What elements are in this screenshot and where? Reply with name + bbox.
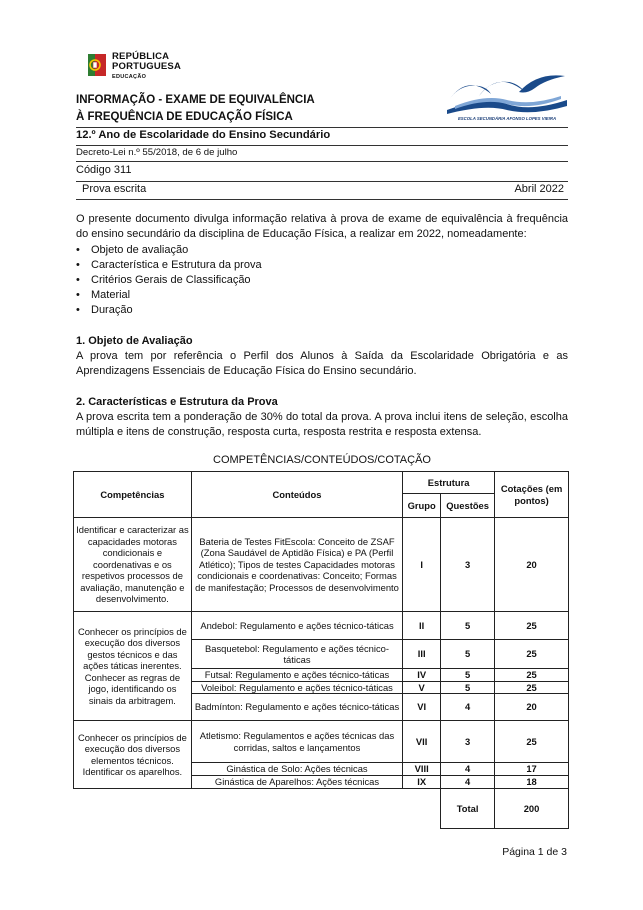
- questoes-cell: 5: [441, 669, 495, 682]
- list-item: • Característica e Estrutura da prova: [76, 258, 262, 273]
- total-row: [74, 789, 569, 829]
- conteudo-cell: Ginástica de Solo: Ações técnicas: [191, 763, 402, 776]
- competencia-cell: Identificar e caracterizar as capacidades motoras condicionais e coordenativas e os respetivos processos de avaliação, manutenção e desenvolvimento.: [74, 518, 192, 612]
- cotacao-cell: 18: [495, 776, 569, 789]
- cotacao-table: [73, 471, 569, 829]
- cotacao-cell: 17: [495, 763, 569, 776]
- divider: [76, 127, 568, 128]
- questoes-cell: 4: [441, 763, 495, 776]
- codigo: Código 311: [76, 164, 132, 176]
- questoes-cell: 4: [441, 694, 495, 721]
- divider: [76, 145, 568, 146]
- section1-text: A prova tem por referência o Perfil dos Alunos à Saída da Escolaridade Obrigatória e as Aprendizagens Essenciais de Educação Física do Ensino secundário.: [76, 350, 568, 377]
- prova-tipo: Prova escrita: [82, 183, 147, 195]
- grupo-cell: II: [403, 612, 441, 640]
- questoes-cell: 5: [441, 640, 495, 669]
- list-item: • Duração: [76, 303, 262, 318]
- header-grupo: Grupo: [403, 494, 441, 518]
- coat-of-arms-icon: [88, 54, 106, 76]
- prova-data: Abril 2022: [514, 183, 564, 195]
- header-questoes: Questões: [441, 494, 495, 518]
- grupo-cell: VII: [403, 721, 441, 763]
- bullet-list: [76, 243, 262, 318]
- header-cotacoes: Cotações (em pontos): [495, 472, 569, 518]
- table-row: [74, 612, 569, 640]
- cotacao-cell: 25: [495, 612, 569, 640]
- page-number: Página 1 de 3: [502, 846, 567, 858]
- cotacao-cell: 20: [495, 518, 569, 612]
- title-line1: INFORMAÇÃO - EXAME DE EQUIVALÊNCIA: [76, 94, 315, 106]
- header-estrutura: Estrutura: [403, 472, 495, 494]
- table-title: COMPETÊNCIAS/CONTEÚDOS/COTAÇÃO: [213, 454, 431, 466]
- school-logo: [445, 70, 569, 126]
- cotacao-cell: 25: [495, 669, 569, 682]
- cotacao-cell: 25: [495, 681, 569, 694]
- grupo-cell: III: [403, 640, 441, 669]
- table-row: [74, 721, 569, 763]
- conteudo-cell: Futsal: Regulamento e ações técnico-táticas: [191, 669, 402, 682]
- questoes-cell: 4: [441, 776, 495, 789]
- ano-escolaridade: 12.º Ano de Escolaridade do Ensino Secundário: [76, 129, 331, 141]
- questoes-cell: 5: [441, 612, 495, 640]
- list-item: • Critérios Gerais de Classificação: [76, 273, 262, 288]
- grupo-cell: IX: [403, 776, 441, 789]
- grupo-cell: I: [403, 518, 441, 612]
- conteudo-cell: Andebol: Regulamento e ações técnico-táticas: [191, 612, 402, 640]
- conteudo-cell: Bateria de Testes FitEscola: Conceito de ZSAF (Zona Saudável de Aptidão Física) e PA (Perfil Atlético); Tipos de testes Capacidades motoras condicionais e coordenativas: Conceito; Formas de manifestação; Processos de desenvolvimento: [191, 518, 402, 612]
- divider: [76, 161, 568, 162]
- title-line2: À FREQUÊNCIA DE EDUCAÇÃO FÍSICA: [76, 111, 293, 123]
- intro-paragraph: O presente documento divulga informação relativa à prova de exame de equivalência à frequência do ensino secundário da disciplina de Educação Física, a realizar em 2022, nomeadamente:: [76, 213, 568, 240]
- grupo-cell: VI: [403, 694, 441, 721]
- school-name: ESCOLA SECUNDÁRIA AFONSO LOPES VIEIRA: [457, 116, 557, 121]
- conteudo-cell: Badmínton: Regulamento e ações técnico-táticas: [191, 694, 402, 721]
- cotacao-cell: 25: [495, 640, 569, 669]
- section1-title: 1. Objeto de Avaliação: [76, 335, 193, 347]
- list-item: • Material: [76, 288, 262, 303]
- conteudo-cell: Ginástica de Aparelhos: Ações técnicas: [191, 776, 402, 789]
- prova-bar: [76, 181, 568, 200]
- section2-title: 2. Características e Estrutura da Prova: [76, 396, 278, 408]
- conteudo-cell: Voleibol: Regulamento e ações técnico-táticas: [191, 681, 402, 694]
- republica-portuguesa-logo: [88, 52, 198, 86]
- header-competencias: Competências: [74, 472, 192, 518]
- header-conteudos: Conteúdos: [191, 472, 402, 518]
- questoes-cell: 3: [441, 721, 495, 763]
- cotacao-cell: 20: [495, 694, 569, 721]
- total-label: Total: [441, 789, 495, 829]
- conteudo-cell: Basquetebol: Regulamento e ações técnico-táticas: [191, 640, 402, 669]
- document-title: [76, 92, 315, 126]
- grupo-cell: VIII: [403, 763, 441, 776]
- questoes-cell: 3: [441, 518, 495, 612]
- table-row: [74, 518, 569, 612]
- rp-line2: PORTUGUESA: [112, 61, 182, 72]
- section2-text: A prova escrita tem a ponderação de 30% do total da prova. A prova inclui itens de seleção, escolha múltipla e itens de construção, resposta curta, resposta restrita e resposta extensa.: [76, 411, 568, 438]
- conteudo-cell: Atletismo: Regulamentos e ações técnicas das corridas, saltos e lançamentos: [191, 721, 402, 763]
- total-value: 200: [495, 789, 569, 829]
- rp-line1: REPÚBLICA: [112, 51, 170, 62]
- cotacao-cell: 25: [495, 721, 569, 763]
- competencia-cell: Conhecer os princípios de execução dos diversos elementos técnicos. Identificar os aparelhos.: [74, 721, 192, 789]
- list-item: • Objeto de avaliação: [76, 243, 262, 258]
- grupo-cell: V: [403, 681, 441, 694]
- decreto-lei: Decreto-Lei n.º 55/2018, de 6 de julho: [76, 147, 238, 158]
- school-emblem-icon: [445, 70, 569, 116]
- competencia-cell: Conhecer os princípios de execução dos diversos gestos técnicos e das ações táticas inerentes. Conhecer as regras de jogo, identificando os sinais da arbitragem.: [74, 612, 192, 721]
- questoes-cell: 5: [441, 681, 495, 694]
- rp-edu: EDUCAÇÃO: [112, 74, 147, 80]
- grupo-cell: IV: [403, 669, 441, 682]
